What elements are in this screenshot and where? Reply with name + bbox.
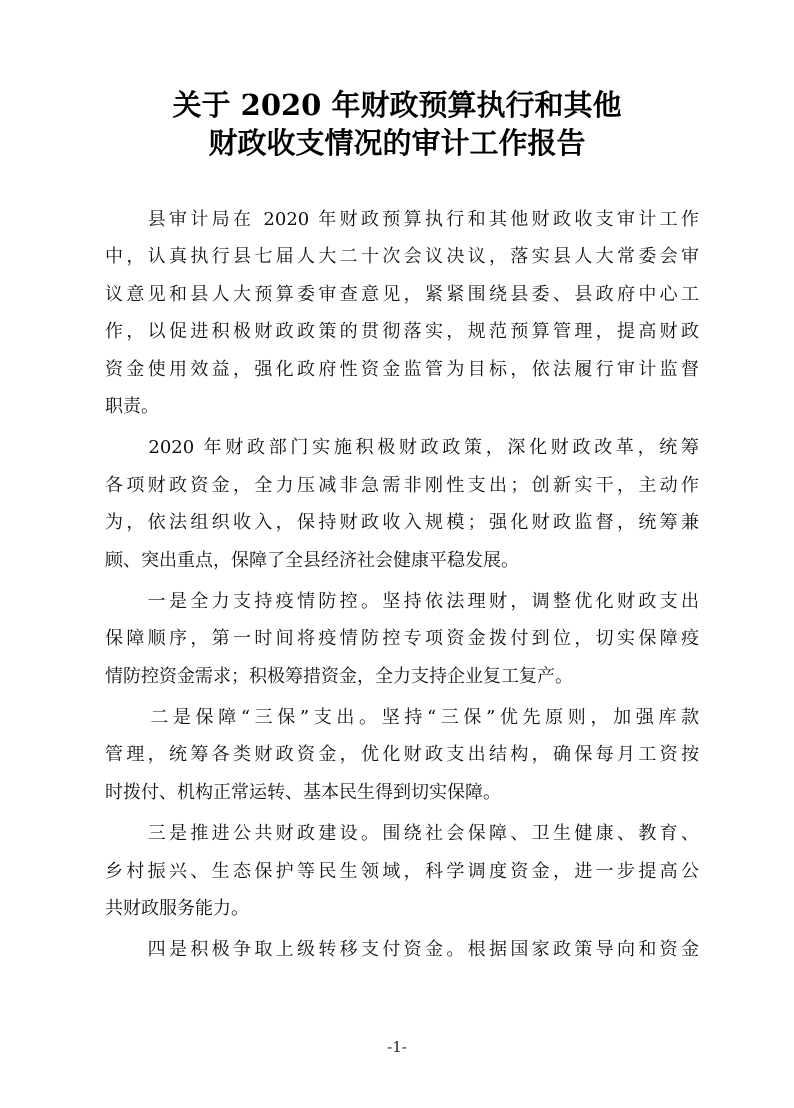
report-title-line-2: 财政收支情况的审计工作报告 (208, 126, 586, 160)
body-line: 四是积极争取上级转移支付资金。根据国家政策导向和资金 (105, 939, 699, 961)
body-line: 议意见和县人大预算委审查意见，紧紧围绕县委、县政府中心工 (105, 283, 699, 305)
report-body (105, 201, 699, 969)
body-line: 三是推进公共财政建设。围绕社会保障、卫生健康、教育、 (105, 823, 699, 845)
body-line: 时拨付、机构正常运转、基本民生得到切实保障。 (105, 781, 501, 803)
body-line: 保障顺序，第一时间将疫情防控专项资金拨付到位，切实保障疫 (105, 628, 699, 650)
body-line: 二是保障“三保”支出。坚持“三保”优先原则，加强库款 (105, 707, 699, 729)
body-line: 作，以促进积极财政政策的贯彻落实，规范预算管理，提高财政 (105, 321, 699, 343)
body-line: 职责。 (105, 395, 159, 417)
body-line: 情防控资金需求；积极筹措资金，全力支持企业复工复产。 (105, 665, 573, 687)
body-line: 共财政服务能力。 (105, 898, 249, 920)
body-line: 县审计局在 2020 年财政预算执行和其他财政收支审计工作 (105, 209, 699, 230)
report-title-line-1: 关于 2020 年财政预算执行和其他 (172, 88, 622, 122)
body-line: 2020 年财政部门实施积极财政政策，深化财政改革，统筹 (105, 437, 699, 459)
body-line: 各项财政资金，全力压减非急需非刚性支出；创新实干，主动作 (105, 474, 699, 496)
body-line: 资金使用效益，强化政府性资金监管为目标，依法履行审计监督 (105, 358, 699, 380)
body-line: 一是全力支持疫情防控。坚持依法理财，调整优化财政支出 (105, 590, 699, 612)
page-number: -1- (387, 1038, 407, 1056)
body-line: 中，认真执行县七届人大二十次会议决议，落实县人大常委会审 (105, 246, 699, 268)
body-line: 管理，统筹各类财政资金，优化财政支出结构，确保每月工资按 (105, 744, 699, 766)
body-line: 顾、突出重点，保障了全县经济社会健康平稳发展。 (105, 549, 519, 571)
body-line: 乡村振兴、生态保护等民生领域，科学调度资金，进一步提高公 (105, 860, 699, 882)
body-line: 为，依法组织收入，保持财政收入规模；强化财政监督，统筹兼 (105, 512, 699, 534)
